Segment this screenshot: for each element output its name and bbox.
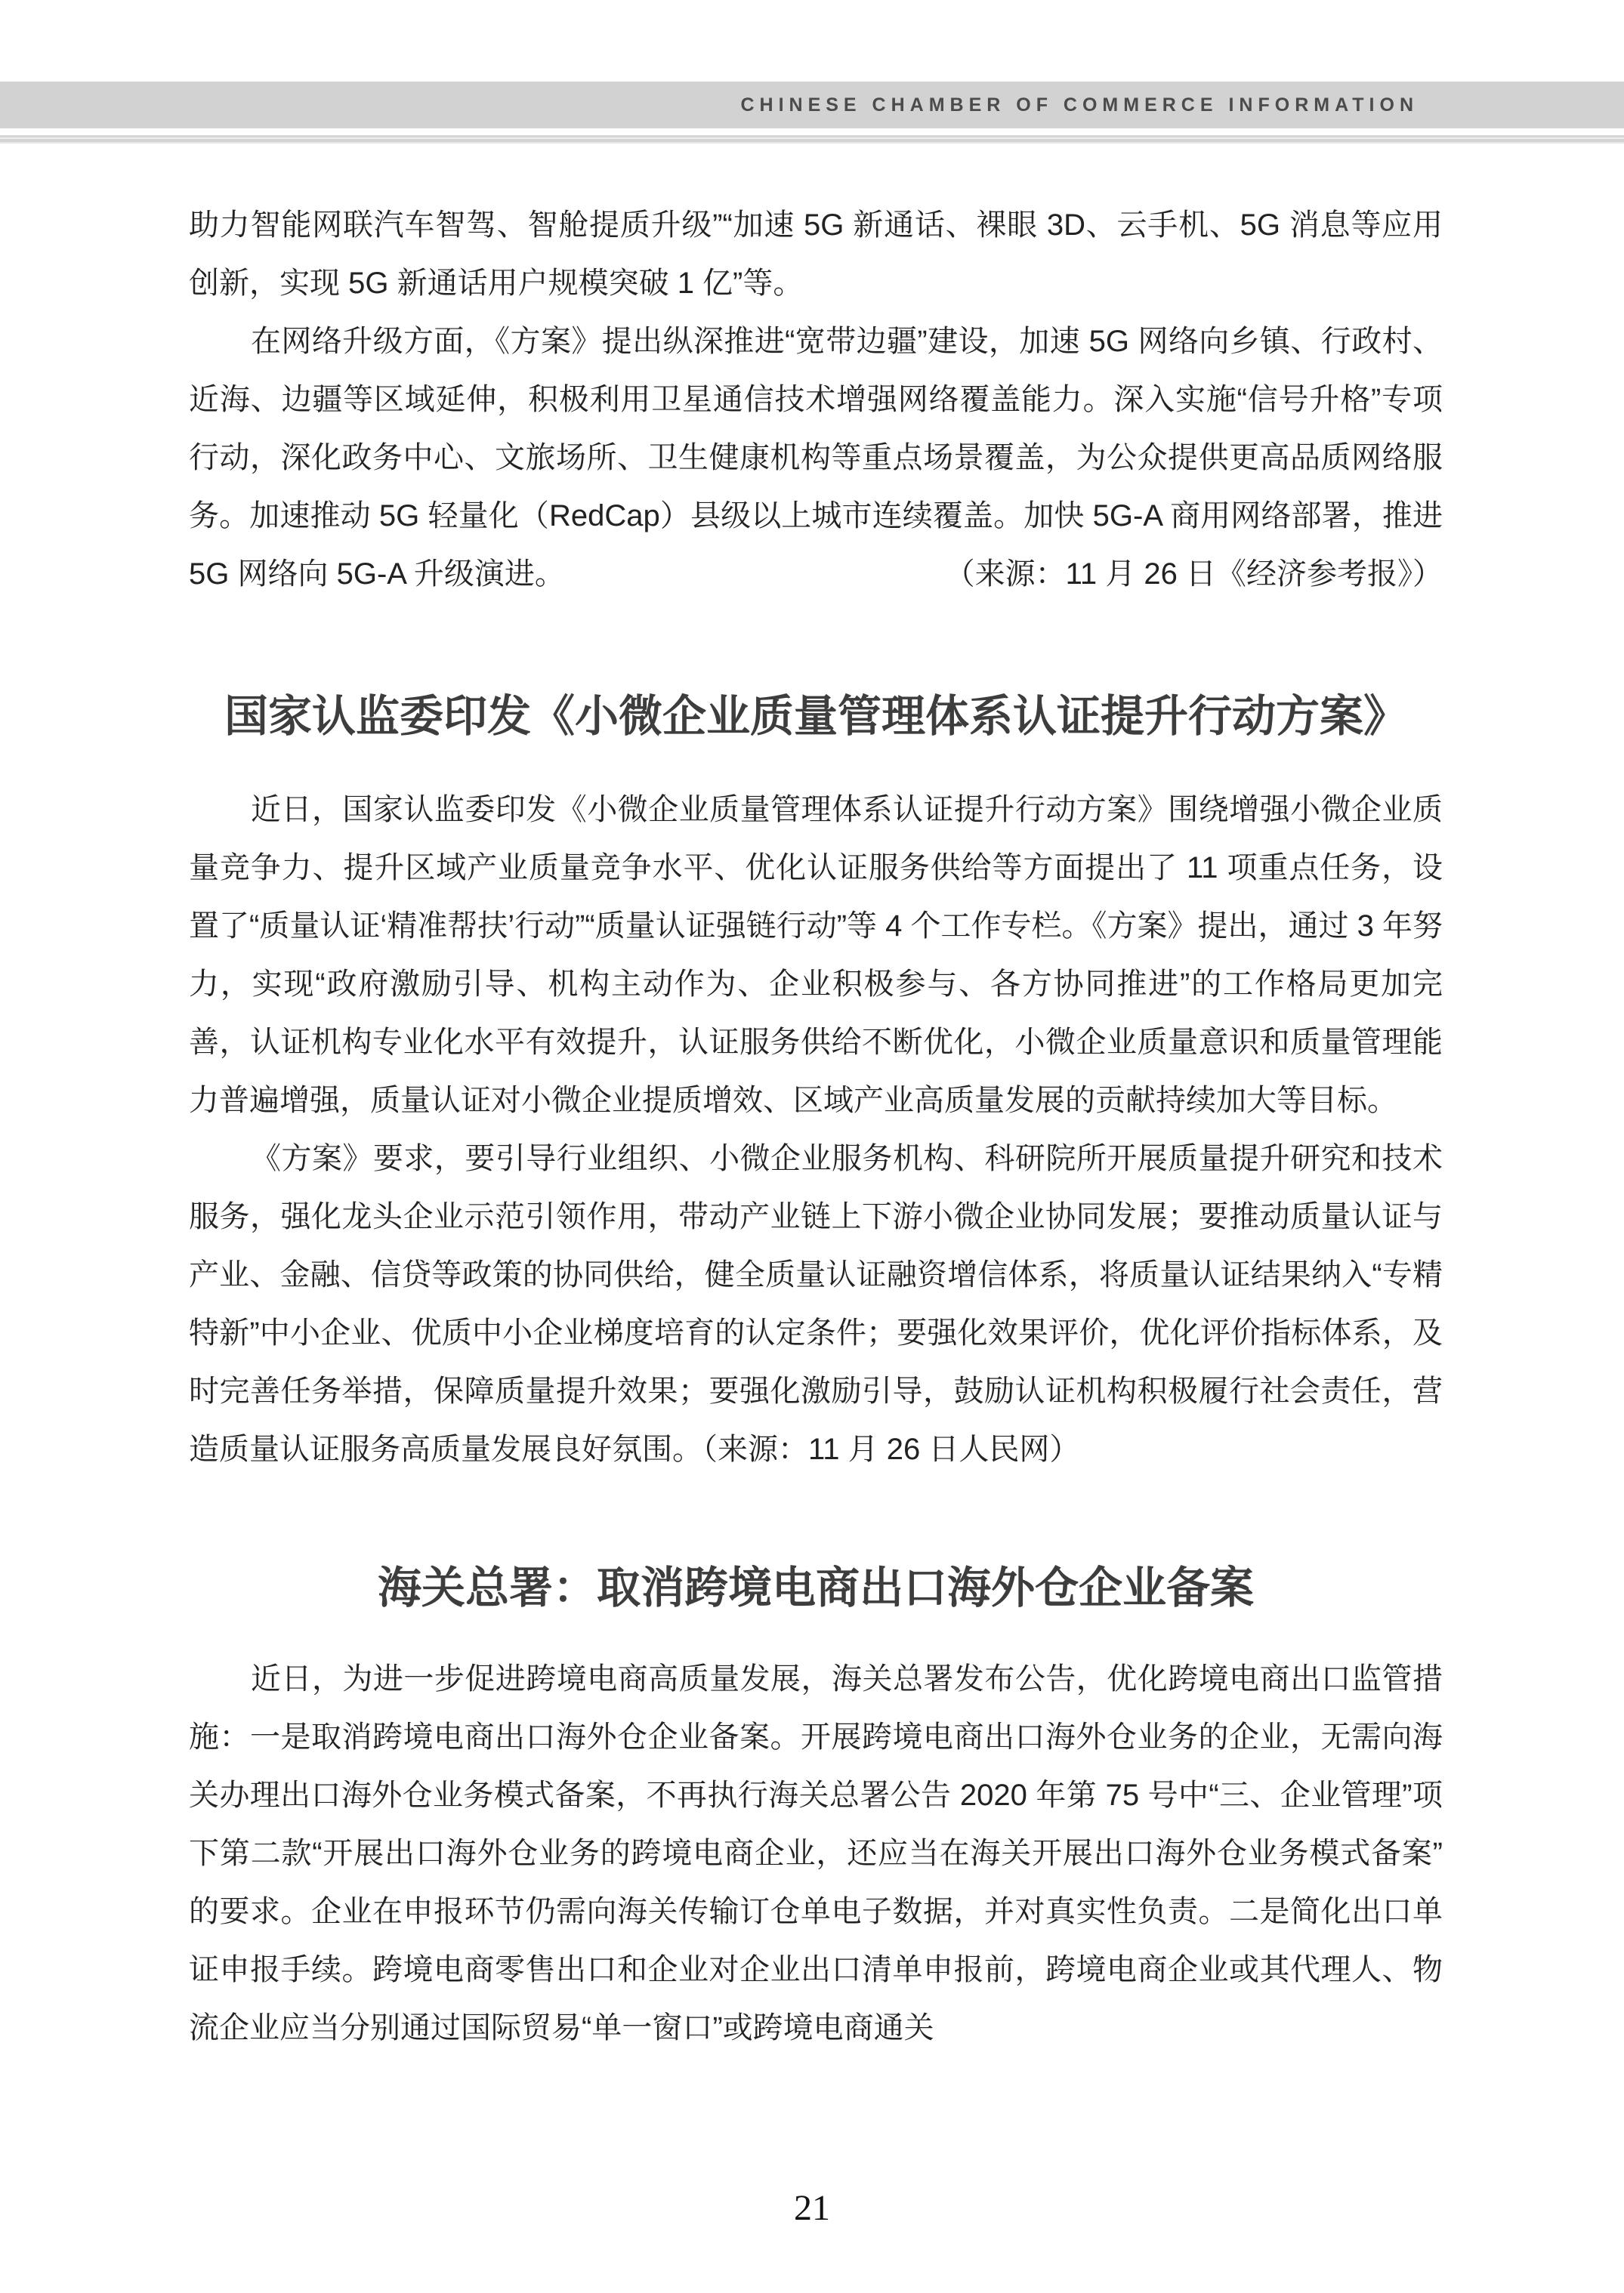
article-continuation: [189, 196, 1443, 603]
header-band: [0, 82, 1624, 128]
header-banner-text: CHINESE CHAMBER OF COMMERCE INFORMATION: [740, 94, 1419, 116]
paragraph: [189, 1130, 1443, 1479]
header-divider-band: [0, 135, 1624, 144]
paragraph-text: 在网络升级方面，《方案》提出纵深推进“宽带边疆”建设，加速 5G 网络向乡镇、行政村、近海、边疆等区域延伸，积极利用卫星通信技术增强网络覆盖能力。深入实施“信号升格”专项行动，深化政务中心、文旅场所、卫生健康机构等重点场景覆盖，为公众提供更高品质网络服务。加速推动 5G 轻量化（RedCap）县级以上城市连续覆盖。加快 5G-A 商用网络部署，推进 5G 网络向 5G-A 升级演进。: [189, 325, 1443, 591]
paragraph: 近日，国家认监委印发《小微企业质量管理体系认证提升行动方案》围绕增强小微企业质量竞争力、提升区域产业质量竞争水平、优化认证服务供给等方面提出了 11 项重点任务，设置了“质量认证‘精准帮扶’行动”“质量认证强链行动”等 4 个工作专栏。《方案》提出，通过 3 年努力，实现“政府激励引导、机构主动作为、企业积极参与、各方协同推进”的工作格局更加完善，认证机构专业化水平有效提升，认证服务供给不断优化，小微企业质量意识和质量管理能力普遍增强，质量认证对小微企业提质增效、区域产业高质量发展的贡献持续加大等目标。: [189, 793, 1443, 1117]
source-credit: （来源：11 月 26 日人民网）: [702, 1433, 1080, 1466]
article-heading: 国家认监委印发《小微企业质量管理体系认证提升行动方案》: [224, 692, 1407, 741]
page-number: 21: [794, 2188, 830, 2228]
paragraph: [189, 313, 1443, 603]
article-body: [189, 781, 1443, 1479]
source-credit: （来源：11 月 26 日《经济参考报》）: [944, 557, 1443, 591]
article-heading: 海关总署：取消跨境电商出口海外仓企业备案: [377, 1563, 1254, 1613]
paragraph: 助力智能网联汽车智驾、智舱提质升级”“加速 5G 新通话、裸眼 3D、云手机、5G 消息等应用创新，实现 5G 新通话用户规模突破 1 亿”等。: [189, 208, 1443, 300]
page-body: [189, 196, 1443, 2057]
article-body: [189, 1650, 1443, 2057]
paragraph-text: 《方案》要求，要引导行业组织、小微企业服务机构、科研院所开展质量提升研究和技术服务，强化龙头企业示范引领作用，带动产业链上下游小微企业协同发展；要推动质量认证与产业、金融、信贷等政策的协同供给，健全质量认证融资增信体系，将质量认证结果纳入“专精特新”中小企业、优质中小企业梯度培育的认定条件；要强化效果评价，优化评价指标体系，及时完善任务举措，保障质量提升效果；要强化激励引导，鼓励认证机构积极履行社会责任，营造质量认证服务高质量发展良好氛围。: [189, 1142, 1443, 1466]
paragraph: 近日，为进一步促进跨境电商高质量发展，海关总署发布公告，优化跨境电商出口监管措施：一是取消跨境电商出口海外仓企业备案。开展跨境电商出口海外仓业务的企业，无需向海关办理出口海外仓业务模式备案，不再执行海关总署公告 2020 年第 75 号中“三、企业管理”项下第二款“开展出口海外仓业务的跨境电商企业，还应当在海关开展出口海外仓业务模式备案”的要求。企业在申报环节仍需向海关传输订仓单电子数据，并对真实性负责。二是简化出口单证申报手续。跨境电商零售出口和企业对企业出口清单申报前，跨境电商企业或其代理人、物流企业应当分别通过国际贸易“单一窗口”或跨境电商通关: [189, 1662, 1443, 2045]
